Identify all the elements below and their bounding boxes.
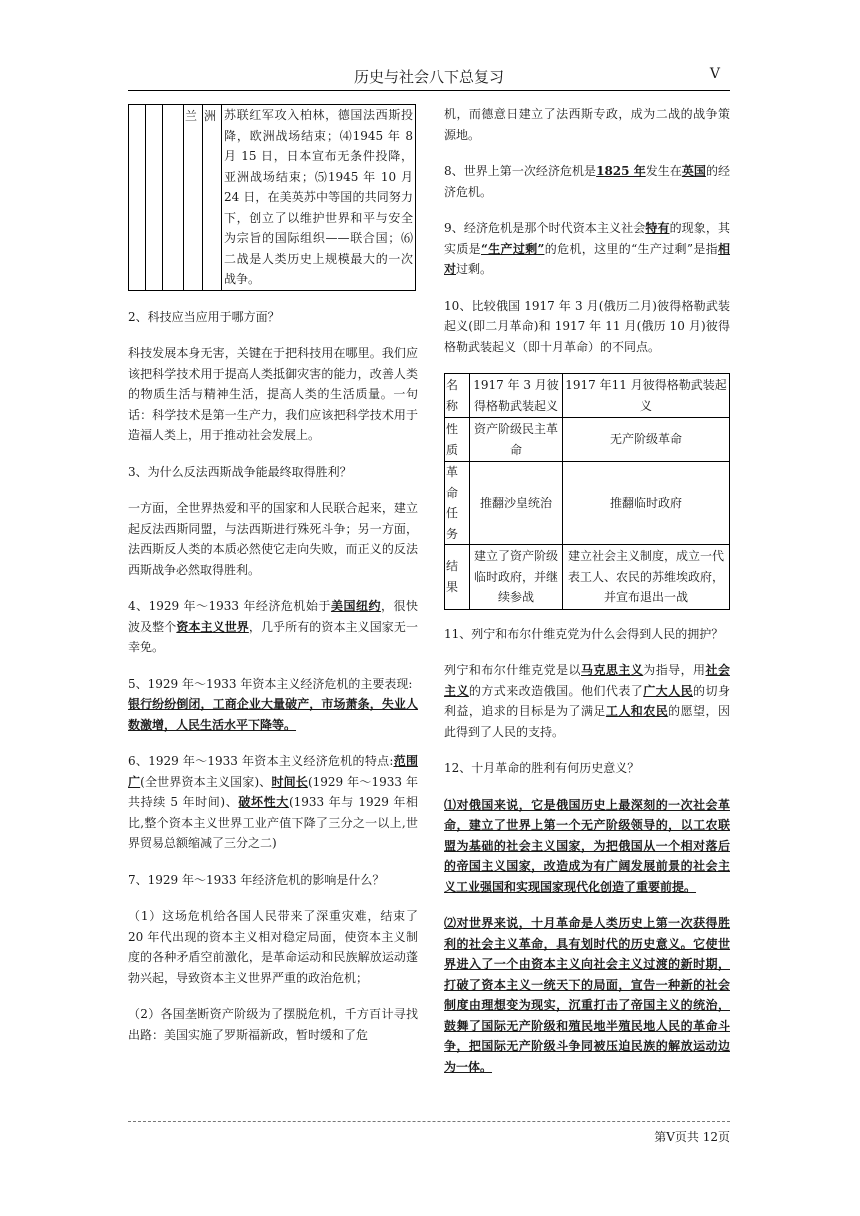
question-9: 9、经济危机是那个时代资本主义社会特有的现象，其实质是“生产过剩”的危机，这里的“生产过剩”是指相对过剩。: [444, 221, 730, 276]
table-row: 性质 资产阶级民主革命 无产阶级革命: [445, 418, 730, 462]
left-column: [128, 104, 418, 1061]
header-title: 历史与社会八下总复习: [353, 68, 504, 86]
question-4: 4、1929 年～1933 年经济危机始于美国纽约，很快波及整个资本主义世界，几乎所有的资本主义国家无一幸免。: [128, 599, 418, 654]
answer-11: 列宁和布尔什维克党是以马克思主义为指导，用社会主义的方式来改造俄国。他们代表了广大人民的切身利益，追求的目标是为了满足工人和农民的愿望，因此得到了人民的支持。: [444, 663, 730, 739]
right-column: [444, 104, 730, 1093]
question-12: 12、十月革命的胜利有何历史意义？: [444, 761, 640, 775]
war-table: [128, 104, 416, 291]
table-cell-c1: 兰: [184, 105, 203, 291]
page-number: 第Ⅴ页共 12页: [654, 1130, 730, 1144]
page-header: [128, 62, 730, 91]
table-row: 名称 1917 年 3 月彼得格勒武装起义 1917 年11 月彼得格勒武装起义: [445, 374, 730, 418]
table-cell-c2: 洲: [203, 105, 222, 291]
question-3: 3、为什么反法西斯战争能最终取得胜利？: [128, 464, 352, 479]
question-8: 8、世界上第一次经济危机是1825 年发生在英国的经济危机。: [444, 164, 730, 199]
answer-7-1: （1）这场危机给各国人民带来了深重灾难，结束了 20 年代出现的资本主义相对稳定局面，使资本主义制度的各种矛盾空前激化，是革命运动和民族解放运动蓬勃兴起，导致资本主义世界严重的政治危机；: [128, 909, 418, 985]
table-row: 革命任务 推翻沙皇统治 推翻临时政府: [445, 462, 730, 545]
question-2: 2、科技应当应用于哪方面？: [128, 309, 280, 324]
table-cell-content: 苏联红军攻入柏林，德国法西斯投降，欧洲战场结束；⑷1945 年 8 月 15 日，日本宣布无条件投降，亚洲战场结束；⑸1945 年 10 月 24 日，在美英苏中等国的共同努力下，创立了以维护世界和平与安全为宗旨的国际组织——联合国；⑹二战是人类历史上规模最大的一次战争。: [222, 105, 416, 291]
footer-divider: [128, 1121, 730, 1122]
answer-12-2: ⑵对世界来说，十月革命是人类历史上第一次获得胜利的社会主义革命，具有划时代的历史意义。它使世界进入了一个由资本主义向社会主义过渡的新时期，打破了资本主义一统天下的局面，宣告一种新的社会制度由理想变为现实，沉重打击了帝国主义的统治，鼓舞了国际无产阶级和殖民地半殖民地人民的革命斗争，把国际无产阶级斗争同被压迫民族的解放运动边为一体。: [444, 916, 730, 1074]
header-roman: V: [709, 66, 720, 82]
revolution-comparison-table: [444, 373, 730, 610]
continuation-text: 机，而德意日建立了法西斯专政，成为二战的战争策源地。: [444, 107, 730, 142]
answer-3: 一方面，全世界热爱和平的国家和人民联合起来，建立起反法西斯同盟，与法西斯进行殊死斗争；另一方面，法西斯反人类的本质必然使它走向失败，而正义的反法西斯战争必然取得胜利。: [128, 501, 418, 577]
answer-2: 科技发展本身无害，关键在于把科技用在哪里。我们应该把科学技术用于提高人类抵御灾害的能力，改善人类的物质生活与精神生活，提高人类的生活质量。一句话：科学技术是第一生产力，我们应该把科学技术用于造福人类上，用于推动社会发展上。: [128, 346, 418, 442]
table-row: 结果 建立了资产阶级临时政府，并继续参战 建立社会主义制度，成立一代表工人、农民的苏维埃政府，并宣布退出一战: [445, 545, 730, 610]
question-6: 6、1929 年～1933 年资本主义经济危机的特点:范围广(全世界资本主义国家)、时间长(1929 年～1933 年共持续 5 年时间)、破坏性大(1933 年与 1929 年相比,整个资本主义世界工业产值下降了三分之一以上,世界贸易总额缩减了三分之二): [128, 754, 418, 850]
answer-12-1: ⑴对俄国来说，它是俄国历史上最深刻的一次社会革命，建立了世界上第一个无产阶级领导的，以工农联盟为基础的社会主义国家，为把俄国从一个相对落后的帝国主义国家，改造成为有广阔发展前景的社会主义工业强国和实现国家现代化创造了重要前提。: [444, 797, 730, 894]
answer-7-2: （2）各国垄断资产阶级为了摆脱危机，千方百计寻找出路：美国实施了罗斯福新政，暂时缓和了危: [128, 1007, 418, 1042]
question-7: 7、1929 年～1933 年经济危机的影响是什么？: [128, 872, 385, 887]
question-11: 11、列宁和布尔什维克党为什么会得到人民的拥护？: [444, 626, 724, 641]
question-5: 5、1929 年～1933 年资本主义经济危机的主要表现: 银行纷纷倒闭，工商企业大量破产，市场萧条，失业人数激增，人民生活水平下降等。: [128, 676, 418, 732]
question-10: 10、比较俄国 1917 年 3 月(俄历二月)彼得格勒武装起义(即二月革命)和 1917 年 11 月(俄历 10 月)彼得格勒武装起义（即十月革命）的不同点。: [444, 298, 730, 354]
